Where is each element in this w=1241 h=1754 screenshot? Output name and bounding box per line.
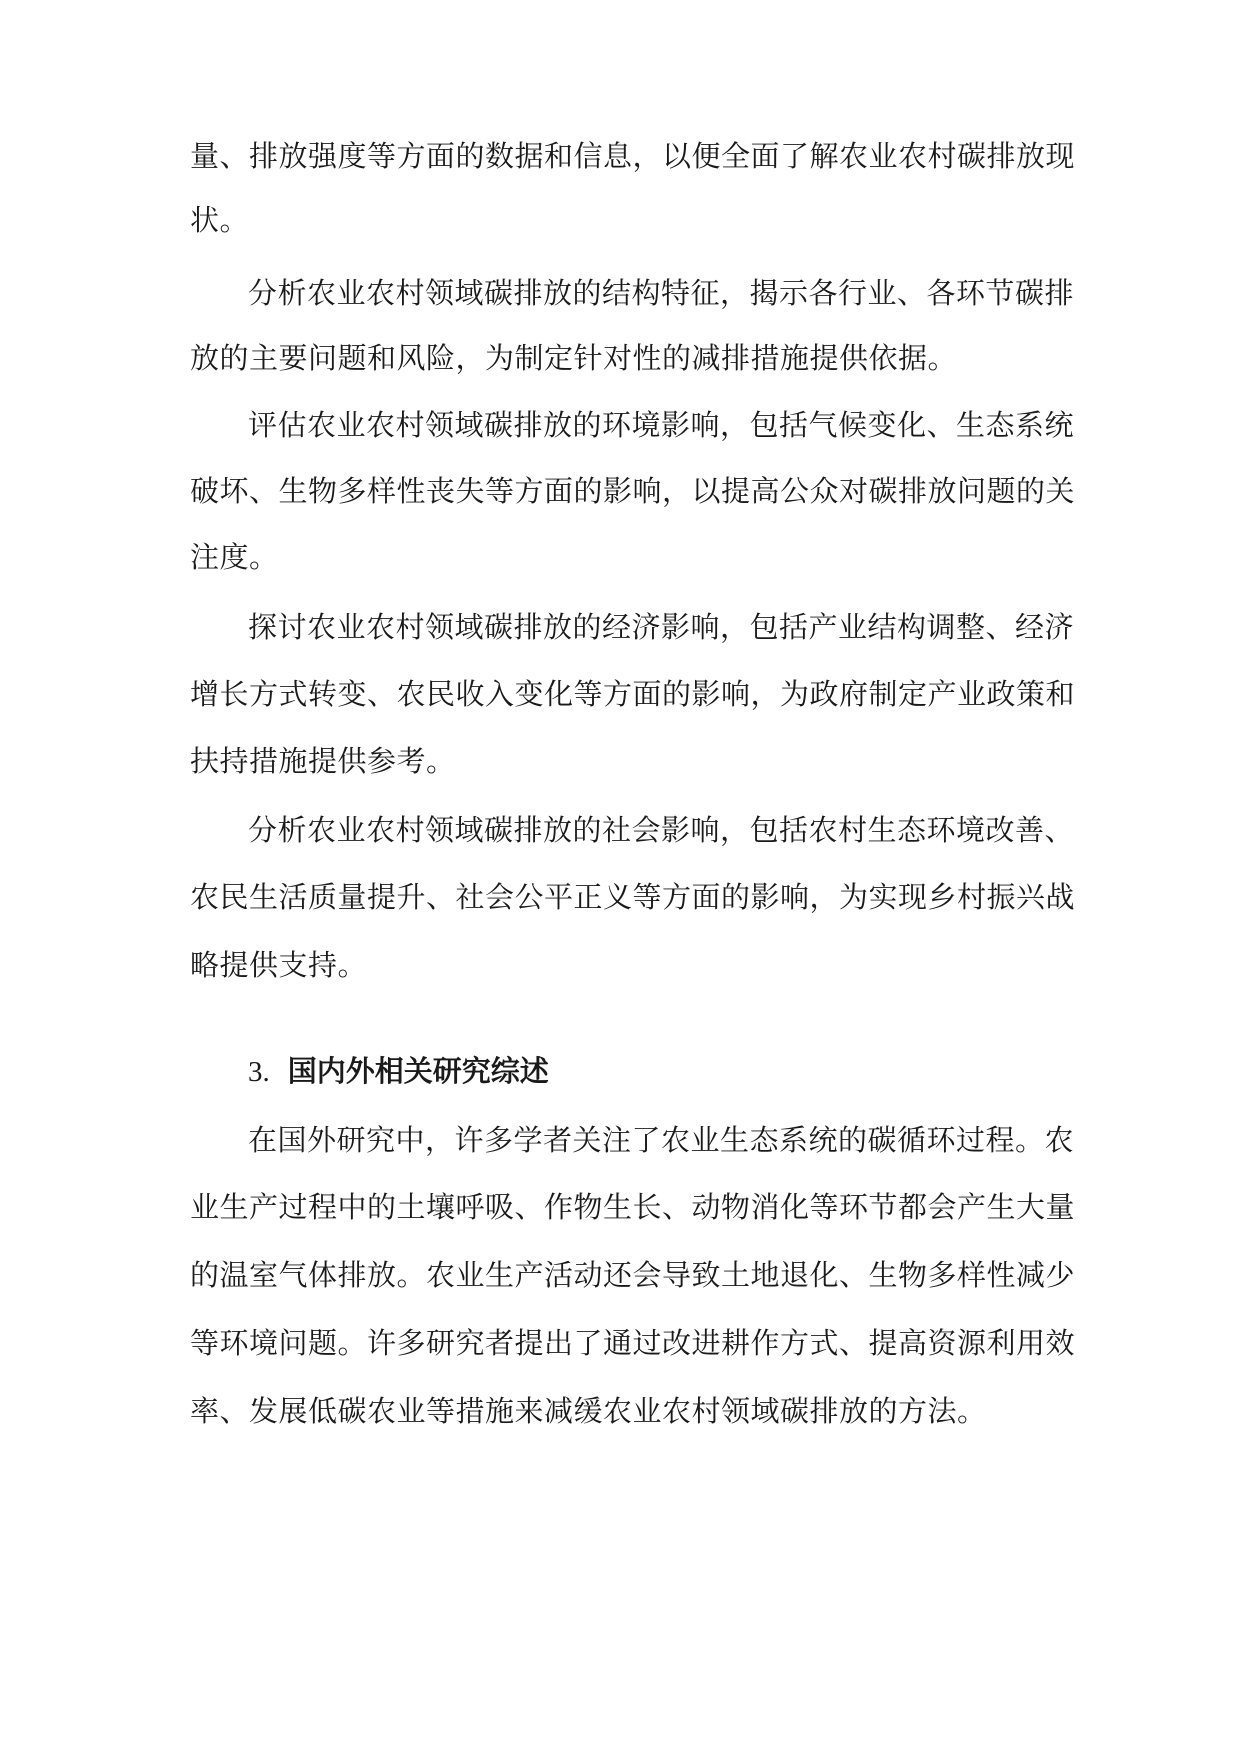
paragraph-line: 分析农业农村领域碳排放的社会影响，包括农村生态环境改善、: [248, 813, 1075, 847]
paragraph-line: 的温室气体排放。农业生产活动还会导致土地退化、生物多样性减少: [190, 1258, 1076, 1292]
paragraph-line: 率、发展低碳农业等措施来减缓农业农村领域碳排放的方法。: [190, 1394, 987, 1428]
section-number: 3.: [248, 1056, 270, 1088]
section-heading: [248, 1051, 549, 1092]
paragraph-line: 状。: [190, 203, 250, 237]
paragraph-line: 破坏、生物多样性丧失等方面的影响，以提高公众对碳排放问题的关: [190, 474, 1076, 508]
paragraph-line: 等环境问题。许多研究者提出了通过改进耕作方式、提高资源利用效: [190, 1326, 1076, 1360]
paragraph-line: 放的主要问题和风险，为制定针对性的减排措施提供依据。: [190, 341, 958, 375]
paragraph-line: 探讨农业农村领域碳排放的经济影响，包括产业结构调整、经济: [248, 610, 1075, 644]
paragraph-line: 略提供支持。: [190, 948, 368, 982]
paragraph-line: 业生产过程中的土壤呼吸、作物生长、动物消化等环节都会产生大量: [190, 1190, 1076, 1224]
paragraph-line: 扶持措施提供参考。: [190, 744, 456, 778]
paragraph-line: 分析农业农村领域碳排放的结构特征，揭示各行业、各环节碳排: [248, 276, 1075, 310]
paragraph-line: 农民生活质量提升、社会公平正义等方面的影响，为实现乡村振兴战: [190, 880, 1076, 914]
paragraph-line: 评估农业农村领域碳排放的环境影响，包括气候变化、生态系统: [248, 408, 1075, 442]
paragraph-line: 量、排放强度等方面的数据和信息，以便全面了解农业农村碳排放现: [190, 139, 1076, 173]
paragraph-line: 在国外研究中，许多学者关注了农业生态系统的碳循环过程。农: [248, 1123, 1075, 1157]
paragraph-line: 增长方式转变、农民收入变化等方面的影响，为政府制定产业政策和: [190, 677, 1076, 711]
section-title: 国内外相关研究综述: [287, 1054, 549, 1088]
paragraph-line: 注度。: [190, 540, 279, 574]
